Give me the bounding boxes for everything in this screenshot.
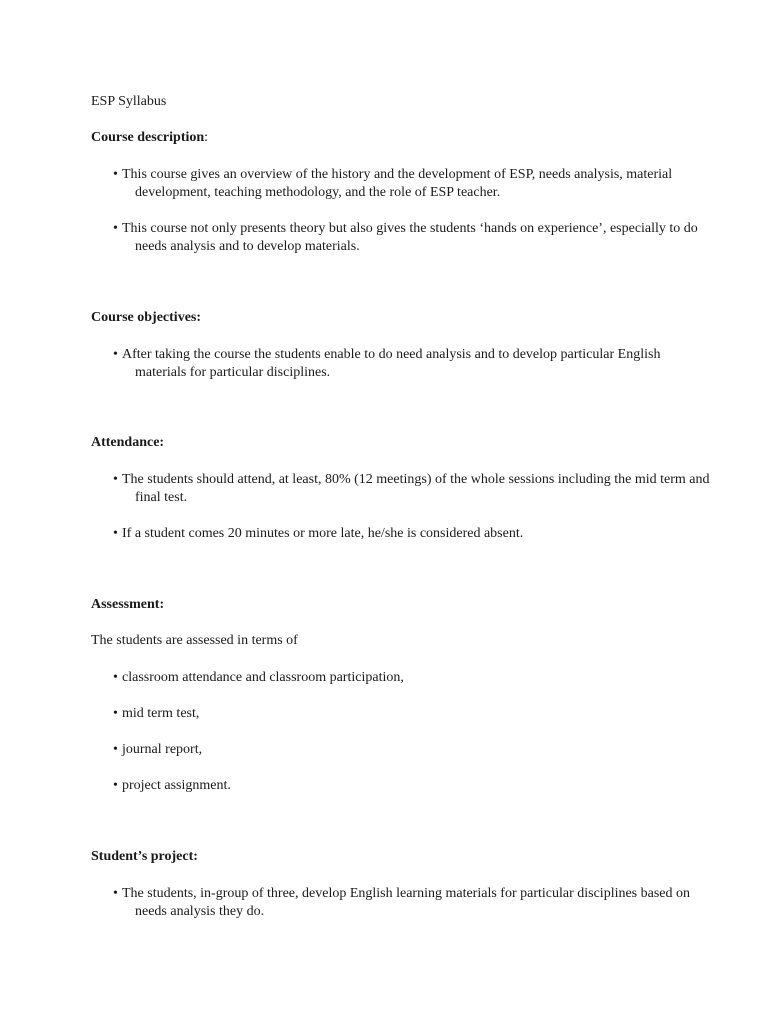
- bullet-text: project assignment.: [122, 778, 231, 793]
- bullet-text: journal report,: [122, 742, 203, 757]
- course-description-bullet-2: [113, 220, 715, 256]
- bullet-glyph: •: [113, 670, 118, 685]
- attendance-bullet-2: [113, 525, 715, 543]
- course-objectives-heading: Course objectives:: [91, 310, 202, 325]
- student-project-heading: Student’s project:: [91, 849, 198, 864]
- bullet-glyph: •: [113, 706, 118, 721]
- bullet-text: If a student comes 20 minutes or more late, he/she is considered absent.: [122, 526, 524, 541]
- assessment-bullet-1: [113, 669, 715, 687]
- bullet-glyph: •: [113, 472, 118, 487]
- course-description-heading-colon: :: [204, 130, 209, 145]
- attendance-bullet-1: [113, 471, 715, 507]
- bullet-glyph: •: [113, 221, 118, 236]
- bullet-glyph: •: [113, 167, 118, 182]
- bullet-glyph: •: [113, 742, 118, 757]
- bullet-glyph: •: [113, 526, 118, 541]
- bullet-text: This course gives an overview of the history and the development of ESP, needs analysis, material development, teaching methodology, and the role of ESP teacher.: [122, 167, 673, 200]
- course-description-heading: [91, 130, 208, 146]
- bullet-text: This course not only presents theory but also gives the students ‘hands on experience’, especially to do needs analysis and to develop materials.: [122, 221, 698, 254]
- assessment-intro: The students are assessed in terms of: [91, 633, 298, 648]
- bullet-glyph: •: [113, 347, 118, 362]
- assessment-heading: Assessment:: [91, 597, 165, 612]
- course-description-heading-text: Course description: [91, 130, 205, 145]
- bullet-text: After taking the course the students enable to do need analysis and to develop particular English materials for particular disciplines.: [122, 347, 661, 380]
- assessment-bullet-4: [113, 777, 715, 795]
- bullet-text: mid term test,: [122, 706, 200, 721]
- course-objectives-bullet-1: [113, 346, 715, 382]
- attendance-heading: Attendance:: [91, 435, 165, 450]
- assessment-bullet-3: [113, 741, 715, 759]
- document-title: ESP Syllabus: [91, 94, 167, 109]
- bullet-text: classroom attendance and classroom participation,: [122, 670, 404, 685]
- bullet-text: The students should attend, at least, 80% (12 meetings) of the whole sessions including the mid term and final test.: [122, 472, 710, 505]
- bullet-glyph: •: [113, 778, 118, 793]
- bullet-glyph: •: [113, 886, 118, 901]
- assessment-bullet-2: [113, 705, 715, 723]
- student-project-bullet-1: [113, 885, 715, 921]
- course-description-bullet-1: [113, 166, 715, 202]
- bullet-text: The students, in-group of three, develop English learning materials for particular disciplines based on needs analysis they do.: [122, 886, 691, 919]
